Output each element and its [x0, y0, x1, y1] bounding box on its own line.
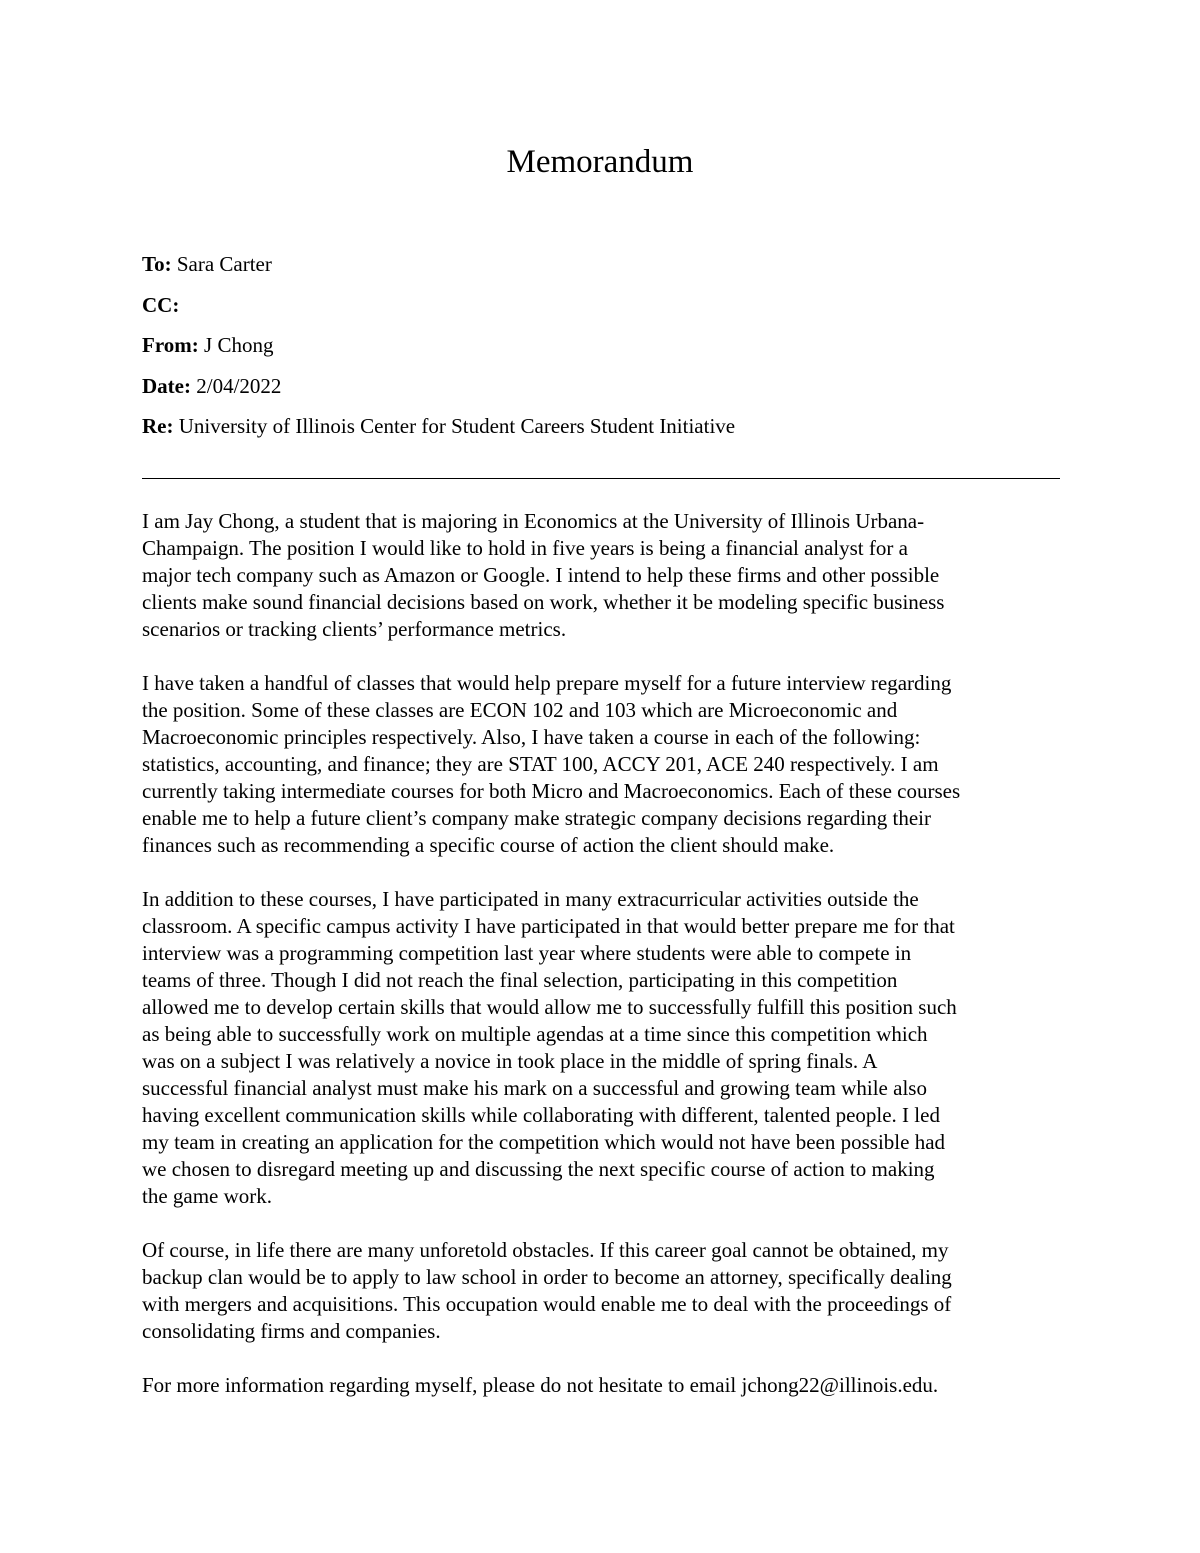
body-paragraph-4 [142, 1237, 1062, 1345]
cc-line [142, 289, 1060, 321]
paragraph-line: enable me to help a future client’s company make strategic company decisions regarding their [142, 806, 931, 830]
body-paragraph-1 [142, 508, 1062, 643]
paragraph-line: Champaign. The position I would like to hold in five years is being a financial analyst for a [142, 536, 908, 560]
paragraph-line: having excellent communication skills while collaborating with different, talented people. I led [142, 1103, 940, 1127]
paragraph-line: scenarios or tracking clients’ performance metrics. [142, 617, 567, 641]
memo-body [142, 508, 1062, 1426]
paragraph-line: I am Jay Chong, a student that is majoring in Economics at the University of Illinois Urbana- [142, 509, 925, 533]
from-line [142, 329, 1060, 361]
paragraph-line: I have taken a handful of classes that would help prepare myself for a future interview regarding [142, 671, 952, 695]
from-value: J Chong [204, 333, 274, 357]
date-label: Date: [142, 373, 191, 398]
paragraph-line: the game work. [142, 1184, 273, 1208]
header-divider [142, 478, 1060, 479]
paragraph-line: major tech company such as Amazon or Google. I intend to help these firms and other possible [142, 563, 940, 587]
paragraph-line: Of course, in life there are many unforetold obstacles. If this career goal cannot be obtained, my [142, 1238, 949, 1262]
cc-label: CC: [142, 292, 180, 317]
paragraph-line: was on a subject I was relatively a novice in took place in the middle of spring finals. A [142, 1049, 878, 1073]
paragraph-line: successful financial analyst must make his mark on a successful and growing team while also [142, 1076, 927, 1100]
paragraph-line: as being able to successfully work on multiple agendas at a time since this competition which [142, 1022, 928, 1046]
from-label: From: [142, 333, 199, 357]
body-paragraph-2 [142, 670, 1062, 859]
memo-title: Memorandum [506, 144, 694, 180]
to-label: To: [142, 252, 172, 276]
paragraph-line: my team in creating an application for the competition which would not have been possible had [142, 1130, 946, 1154]
paragraph-line: interview was a programming competition last year where students were able to compete in [142, 941, 912, 965]
body-paragraph-5 [142, 1372, 1062, 1399]
paragraph-line: backup clan would be to apply to law school in order to become an attorney, specifically dealing [142, 1265, 952, 1289]
paragraph-line: statistics, accounting, and finance; they are STAT 100, ACCY 201, ACE 240 respectively. I am [142, 752, 939, 776]
paragraph-line: consolidating firms and companies. [142, 1319, 441, 1343]
paragraph-line: In addition to these courses, I have participated in many extracurricular activities outside the [142, 887, 919, 911]
re-line [142, 410, 1060, 442]
date-line [142, 370, 1060, 402]
paragraph-line: Macroeconomic principles respectively. Also, I have taken a course in each of the following: [142, 725, 921, 749]
date-value: 2/04/2022 [196, 373, 282, 398]
body-paragraph-3 [142, 886, 1062, 1210]
paragraph-line: For more information regarding myself, please do not hesitate to email jchong22@illinois.edu. [142, 1373, 939, 1397]
paragraph-line: with mergers and acquisitions. This occupation would enable me to deal with the proceedings of [142, 1292, 952, 1316]
paragraph-line: finances such as recommending a specific course of action the client should make. [142, 833, 835, 857]
re-label: Re: [142, 414, 174, 438]
paragraph-line: the position. Some of these classes are ECON 102 and 103 which are Microeconomic and [142, 698, 898, 722]
memo-header [142, 248, 1060, 451]
paragraph-line: teams of three. Though I did not reach the final selection, participating in this competition [142, 968, 898, 992]
to-line [142, 248, 1060, 280]
paragraph-line: we chosen to disregard meeting up and discussing the next specific course of action to making [142, 1157, 935, 1181]
paragraph-line: allowed me to develop certain skills that would allow me to successfully fulfill this position such [142, 995, 957, 1019]
paragraph-line: classroom. A specific campus activity I have participated in that would better prepare me for that [142, 914, 955, 938]
to-value: Sara Carter [176, 252, 272, 276]
paragraph-line: clients make sound financial decisions based on work, whether it be modeling specific business [142, 590, 945, 614]
paragraph-line: currently taking intermediate courses for both Micro and Macroeconomics. Each of these courses [142, 779, 961, 803]
re-value: University of Illinois Center for Student Careers Student Initiative [178, 414, 736, 438]
